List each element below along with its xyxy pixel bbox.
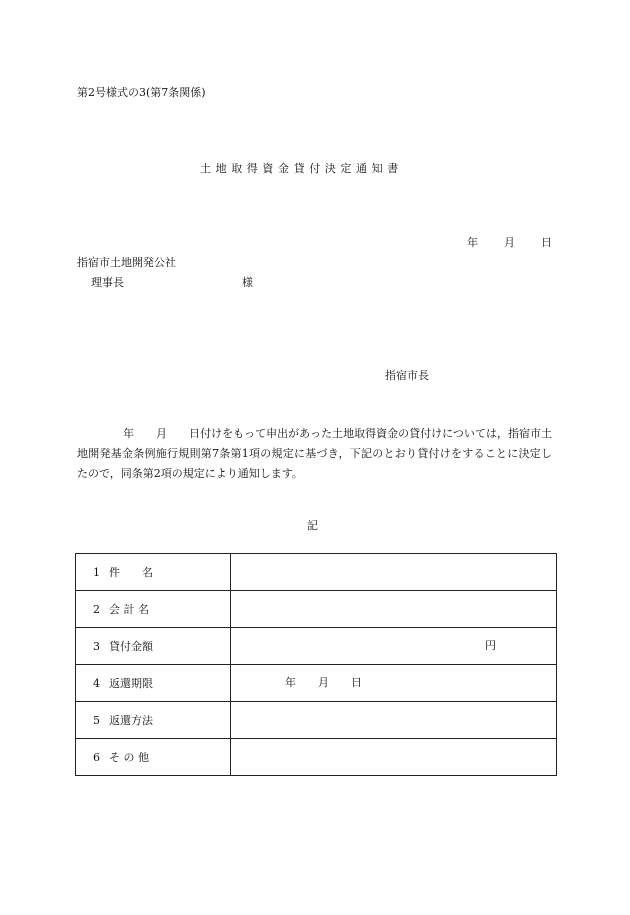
table-row xyxy=(76,628,557,665)
value-cell xyxy=(231,702,557,739)
row-label: 返還期限 xyxy=(109,677,153,690)
table-row xyxy=(76,554,557,591)
table-row xyxy=(76,739,557,776)
row-value: 円 xyxy=(485,639,496,652)
label-cell xyxy=(76,665,231,702)
row-label: 返還方法 xyxy=(109,714,153,727)
row-value: 年 月 日 xyxy=(285,676,362,689)
label-cell xyxy=(76,591,231,628)
value-cell xyxy=(231,554,557,591)
row-label: そ の 他 xyxy=(109,751,149,764)
date-day: 日 xyxy=(541,236,552,249)
document-title: 土地取得資金貸付決定通知書 xyxy=(200,162,403,175)
form-code: 第2号様式の3(第7条関係) xyxy=(77,86,206,99)
detail-table xyxy=(75,553,557,776)
row-number: 2 xyxy=(93,603,100,616)
row-number: 3 xyxy=(93,640,100,653)
addressee-title: 理事長 xyxy=(91,276,124,289)
value-cell xyxy=(231,739,557,776)
row-number: 4 xyxy=(93,677,100,690)
value-cell xyxy=(231,591,557,628)
row-label: 件 名 xyxy=(109,566,153,579)
label-cell xyxy=(76,739,231,776)
label-cell xyxy=(76,554,231,591)
issuer: 指宿市長 xyxy=(385,369,429,382)
row-label: 貸付金額 xyxy=(109,640,153,653)
table-row xyxy=(76,591,557,628)
date-line xyxy=(467,236,552,250)
row-number: 6 xyxy=(93,751,100,764)
date-month: 月 xyxy=(504,236,515,249)
table-row xyxy=(76,702,557,739)
table-row xyxy=(76,665,557,702)
row-label: 会 計 名 xyxy=(109,603,149,616)
value-cell xyxy=(231,628,557,665)
label-cell xyxy=(76,628,231,665)
ki-heading: 記 xyxy=(307,519,318,532)
addressee-honorific: 様 xyxy=(242,276,253,289)
body-text: 年 月 日付けをもって申出があった土地取得資金の貸付けについては，指宿市土地開発基金条例施行規則第7条第1項の規定に基づき，下記のとおり貸付けをすることに決定したので，同条第2項の規定により通知します。 xyxy=(77,427,552,480)
label-cell xyxy=(76,702,231,739)
addressee-line xyxy=(91,276,253,290)
row-number: 5 xyxy=(93,714,100,727)
row-number: 1 xyxy=(93,566,100,579)
addressee-organization: 指宿市土地開発公社 xyxy=(77,256,176,269)
value-cell xyxy=(231,665,557,702)
date-year: 年 xyxy=(467,236,478,249)
body-paragraph xyxy=(77,424,552,484)
